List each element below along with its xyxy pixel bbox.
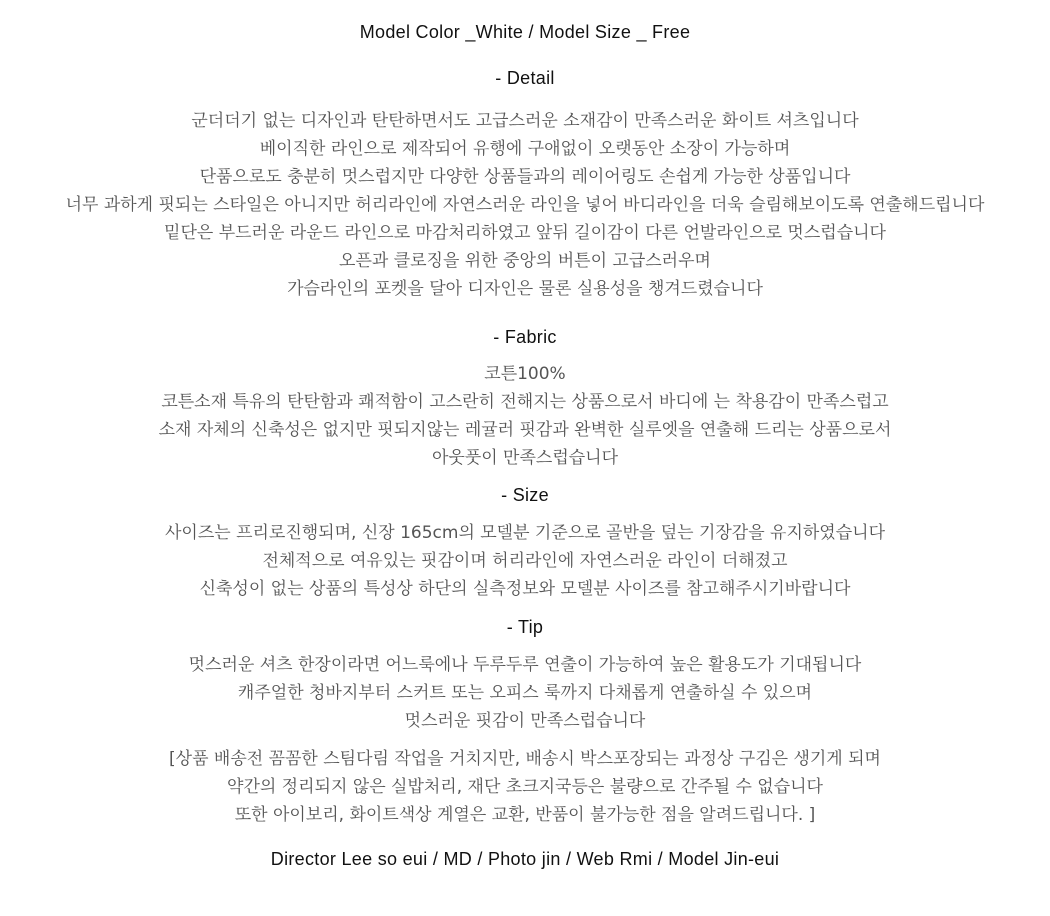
credits-line: Director Lee so eui / MD / Photo jin / Web Rmi / Model Jin-eui (270, 849, 780, 869)
detail-line: 단품으로도 충분히 멋스럽지만 다양한 상품들과의 레이어링도 손쉽게 가능한 상품입니다 (199, 167, 851, 187)
detail-line: 오픈과 클로징을 위한 중앙의 버튼이 고급스러우며 (339, 251, 711, 271)
fabric-heading: - Fabric (493, 327, 557, 347)
fabric-line: 소재 자체의 신축성은 없지만 핏되지않는 레귤러 핏감과 완벽한 실루엣을 연출해 드리는 상품으로서 (158, 420, 892, 440)
detail-line: 베이직한 라인으로 제작되어 유행에 구애없이 오랫동안 소장이 가능하며 (259, 139, 791, 159)
tip-line: 멋스러운 핏감이 만족스럽습니다 (404, 711, 646, 731)
size-section (0, 519, 1050, 603)
detail-line: 군더더기 없는 디자인과 탄탄하면서도 고급스러운 소재감이 만족스러운 화이트 셔츠입니다 (191, 111, 859, 131)
tip-heading: - Tip (506, 617, 544, 637)
notice-section (0, 745, 1050, 829)
notice-line: 약간의 정리되지 않은 실밥처리, 재단 초크지국등은 불량으로 간주될 수 없습니다 (227, 777, 823, 797)
size-heading: - Size (501, 485, 549, 505)
size-line: 사이즈는 프리로진행되며, 신장 165cm의 모델분 기준으로 골반을 덮는 기장감을 유지하였습니다 (164, 523, 885, 543)
size-line: 전체적으로 여유있는 핏감이며 허리라인에 자연스러운 라인이 더해졌고 (262, 551, 788, 571)
size-line: 신축성이 없는 상품의 특성상 하단의 실측정보와 모델분 사이즈를 참고해주시기바랍니다 (199, 579, 851, 599)
tip-section (0, 651, 1050, 735)
fabric-section (0, 360, 1050, 472)
fabric-line: 코튼100% (484, 364, 566, 384)
fabric-line: 아웃풋이 만족스럽습니다 (431, 448, 619, 468)
model-info-line: Model Color _White / Model Size _ Free (359, 22, 691, 42)
detail-line: 너무 과하게 핏되는 스타일은 아니지만 허리라인에 자연스러운 라인을 넣어 바디라인을 더욱 슬림해보이도록 연출해드립니다 (65, 195, 985, 215)
tip-line: 캐주얼한 청바지부터 스커트 또는 오피스 룩까지 다채롭게 연출하실 수 있으며 (237, 683, 813, 703)
notice-line: 또한 아이보리, 화이트색상 계열은 교환, 반품이 불가능한 점을 알려드립니다. ] (234, 805, 816, 825)
notice-line: [상품 배송전 꼼꼼한 스팀다림 작업을 거치지만, 배송시 박스포장되는 과정상 구김은 생기게 되며 (169, 749, 881, 769)
detail-line: 밑단은 부드러운 라운드 라인으로 마감처리하였고 앞뒤 길이감이 다른 언발라인으로 멋스럽습니다 (164, 223, 886, 243)
fabric-line: 코튼소재 특유의 탄탄함과 쾌적함이 고스란히 전해지는 상품으로서 바디에 는 착용감이 만족스럽고 (161, 392, 889, 412)
detail-section (0, 107, 1050, 303)
detail-heading: - Detail (495, 68, 555, 88)
tip-line: 멋스러운 셔츠 한장이라면 어느룩에나 두루두루 연출이 가능하여 높은 활용도가 기대됩니다 (188, 655, 862, 675)
detail-line: 가슴라인의 포켓을 달아 디자인은 물론 실용성을 챙겨드렸습니다 (287, 279, 763, 299)
